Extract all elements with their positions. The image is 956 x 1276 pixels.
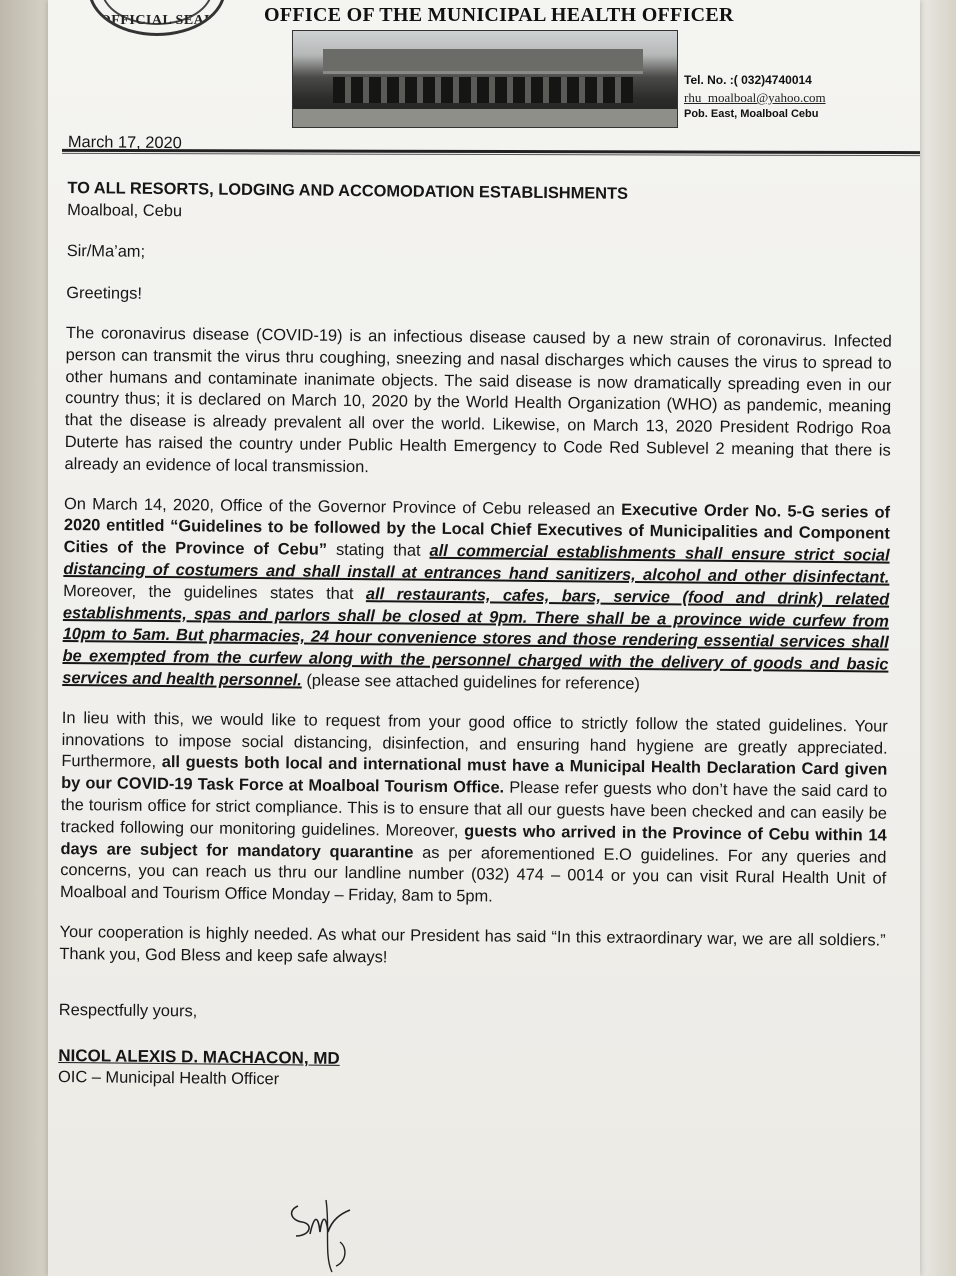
addressee-location: Moalboal, Cebu bbox=[67, 200, 183, 220]
building-windows bbox=[333, 77, 633, 103]
p2-text-3: Moreover, the guidelines states that bbox=[63, 581, 367, 603]
executive-order-title: Executive Order No. 5-G series of 2020 entitled “Guidelines to be followed by the Local Chief Executives of Municipalities and Component Cities of the Province of Cebu” bbox=[63, 500, 891, 559]
p2-text-4: (please see attached guidelines for reference) bbox=[301, 671, 640, 693]
p3-text-3: as per aforementioned E.O guidelines. For any queries and concerns, you can reach us thru our landline number (032) 474 – 0014 or you can visit Rural Health Unit of Moalboal and Tourism Office Monday – Friday, 8am to 5pm. bbox=[59, 843, 887, 906]
paragraph-cooperation: Your cooperation is highly needed. As what our President has said “In this extraordinary war, we are all soldiers.” Thank you, God Bless and keep safe always! bbox=[59, 922, 886, 967]
signatory-name: NICOL ALEXIS D. MACHACON, MD bbox=[58, 1046, 340, 1069]
handwritten-signature-icon bbox=[280, 1196, 370, 1274]
greeting: Greetings! bbox=[66, 284, 143, 303]
addressee: TO ALL RESORTS, LODGING AND ACCOMODATION ESTABLISHMENTS bbox=[67, 178, 629, 203]
email-address: rhu_moalboal@yahoo.com bbox=[684, 90, 826, 105]
letter-body bbox=[58, 132, 894, 1097]
salutation: Sir/Ma’am; bbox=[66, 242, 146, 262]
letter-date: March 17, 2020 bbox=[67, 132, 182, 153]
paragraph-covid-background: The coronavirus disease (COVID-19) is an infectious disease caused by a new strain of coronavirus. Infected person can transmit the virus thru coughing, sneezing and nasal discharges which causes the virus to spread to other humans and contaminate inanimate objects. The said disease is now dramatically spreading even in our country thus; it is declared on March 10, 2020 by the World Health Organization (WHO) as pandemic, meaning that the disease is already prevalent all over the world. Likewise, on March 13, 2020 President Rodrigo Roa Duterte has raised the country under Public Health Emergency to Code Red Sublevel 2 meaning that there is already an evidence of local transmission. bbox=[64, 323, 892, 476]
signatory-title: OIC – Municipal Health Officer bbox=[58, 1068, 280, 1089]
p3-text-1: In lieu with this, we would like to request from your good office to strictly follow the stated guidelines. Your innovations to impose social distancing, disinfection, and ensuring hand hygiene are greatly appreciated. Furthermore, bbox=[61, 708, 888, 772]
office-title: OFFICE OF THE MUNICIPAL HEALTH OFFICER bbox=[264, 4, 734, 26]
paragraph-executive-order bbox=[62, 494, 890, 699]
contact-block bbox=[684, 72, 826, 123]
social-distancing-directive: all commercial establishments shall ensure strict social distancing of costumers and shall install at entrances hand sanitizers, alcohol and other disinfectant. bbox=[63, 541, 890, 587]
p2-text-2: stating that bbox=[326, 540, 430, 560]
building-roof bbox=[323, 49, 643, 74]
telephone-number: Tel. No. :( 032)4740014 bbox=[684, 73, 812, 87]
office-address: Pob. East, Moalboal Cebu bbox=[684, 108, 819, 120]
building-photo bbox=[292, 30, 678, 128]
curfew-directive: all restaurants, cafes, bars, service (food and drink) related establishments, spas and parlors shall be closed at 9pm. There shall be a province wide curfew from 10pm to 5am. But pharmacies, 24 hour convenience stores and those rendering essential services shall be exempted from the curfew along with the personnel charged with the delivery of goods and basic services and health personnel. bbox=[62, 584, 890, 690]
p3-text-2: Please refer guests who don’t have the said card to the tourism office for strict compliance. This is to ensure that all our guests have been checked and can easily be tracked following our monitoring guidelines. Moreover, bbox=[60, 778, 888, 840]
official-seal-icon bbox=[88, 0, 226, 36]
paragraph-request bbox=[60, 708, 888, 913]
backdrop-right bbox=[914, 0, 956, 1276]
building-ground bbox=[293, 109, 677, 127]
letter-sheet bbox=[48, 0, 920, 1276]
closing: Respectfully yours, bbox=[58, 1000, 198, 1020]
seal-text: OFFICIAL SEAL bbox=[99, 13, 215, 28]
quarantine-requirement: guests who arrived in the Province of Cebu within 14 days are subject for mandatory quarantine bbox=[60, 821, 887, 862]
p2-text-1: On March 14, 2020, Office of the Governor Province of Cebu released an bbox=[64, 494, 622, 519]
declaration-card-requirement: all guests both local and international must have a Municipal Health Declaration Card given by our COVID-19 Task Force at Moalboal Tourism Office. bbox=[61, 753, 888, 797]
